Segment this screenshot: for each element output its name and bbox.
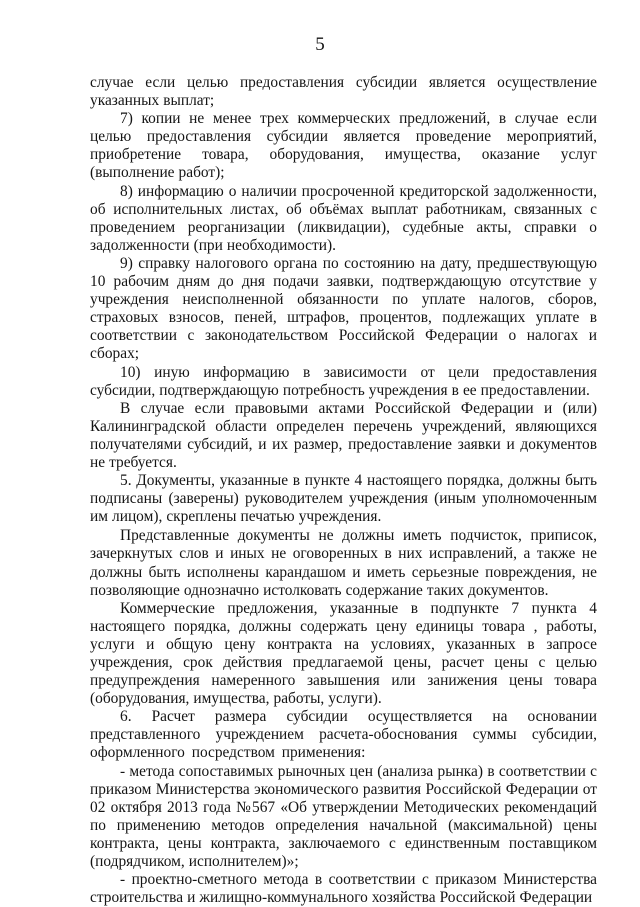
paragraph-exemption: В случае если правовыми актами Российской Федерации и (или) Калининградской области определен перечень учреждений, являющихся получателями субсидий, и их размер, предоставление заявки и документов не требуется. — [90, 399, 597, 471]
document-body — [90, 74, 597, 907]
paragraph-market-price-method: - метода сопоставимых рыночных цен (анализа рынка) в соответствии с приказом Министерства экономического развития Российской Федерации от 02 октября 2013 года №567 «Об утверждении Методических рекомендаций по применению методов определения начальной (максимальной) цены контракта, цены контракта, заключаемого с единственным поставщиком (подрядчиком, исполнителем)»; — [90, 762, 597, 871]
paragraph-item-8: 8) информацию о наличии просроченной кредиторской задолженности, об исполнительных листах, об объёмах выплат работникам, связанных с проведением реорганизации (ликвидации), судебные акты, справки о задолженности (при необходимости). — [90, 182, 597, 254]
paragraph-section-5: 5. Документы, указанные в пункте 4 настоящего порядка, должны быть подписаны (заверены) руководителем учреждения (иным уполномоченным им лицом), скреплены печатью учреждения. — [90, 472, 597, 526]
paragraph-continuation: случае если целью предоставления субсидии является осуществление указанных выплат; — [90, 74, 597, 110]
paragraph-item-9: 9) справку налогового органа по состоянию на дату, предшествующую 10 рабочим дням до дня подачи заявки, подтверждающую отсутствие у учреждения неисполненной обязанности по уплате налогов, сборов, страховых взносов, пеней, штрафов, процентов, подлежащих уплате в соответствии с законодательством Российской Федерации о налогах и сборах; — [90, 254, 597, 363]
paragraph-document-requirements: Представленные документы не должны иметь подчисток, приписок, зачеркнутых слов и иных не оговоренных в них исправлений, а также не должны быть исполнены карандашом и иметь серьезные повреждения, не позволяющие однозначно истолковать содержание таких документов. — [90, 527, 597, 599]
paragraph-commercial-offers: Коммерческие предложения, указанные в подпункте 7 пункта 4 настоящего порядка, должны содержать цену единицы товара , работы, услуги и общую цену контракта на условиях, указанных в запросе учреждения, срок действия предлагаемой цены, расчет цены с целью предупреждения намеренного завышения или занижения цены товара (оборудования, имущества, работы, услуги). — [90, 599, 597, 708]
page-number: 5 — [315, 34, 325, 55]
paragraph-section-6: 6. Расчет размера субсидии осуществляется на основании представленного учреждением расчета-обоснования суммы субсидии, оформленного посредством применения: — [90, 708, 597, 762]
paragraph-design-estimate-method: - проектно-сметного метода в соответствии с приказом Министерства строительства и жилищно-коммунального хозяйства Российской Федерации — [90, 871, 597, 907]
paragraph-item-7: 7) копии не менее трех коммерческих предложений, в случае если целью предоставления субсидии является проведение мероприятий, приобретение товара, оборудования, имущества, оказание услуг (выполнение работ); — [90, 110, 597, 182]
paragraph-item-10: 10) иную информацию в зависимости от цели предоставления субсидии, подтверждающую потребность учреждения в ее предоставлении. — [90, 363, 597, 399]
